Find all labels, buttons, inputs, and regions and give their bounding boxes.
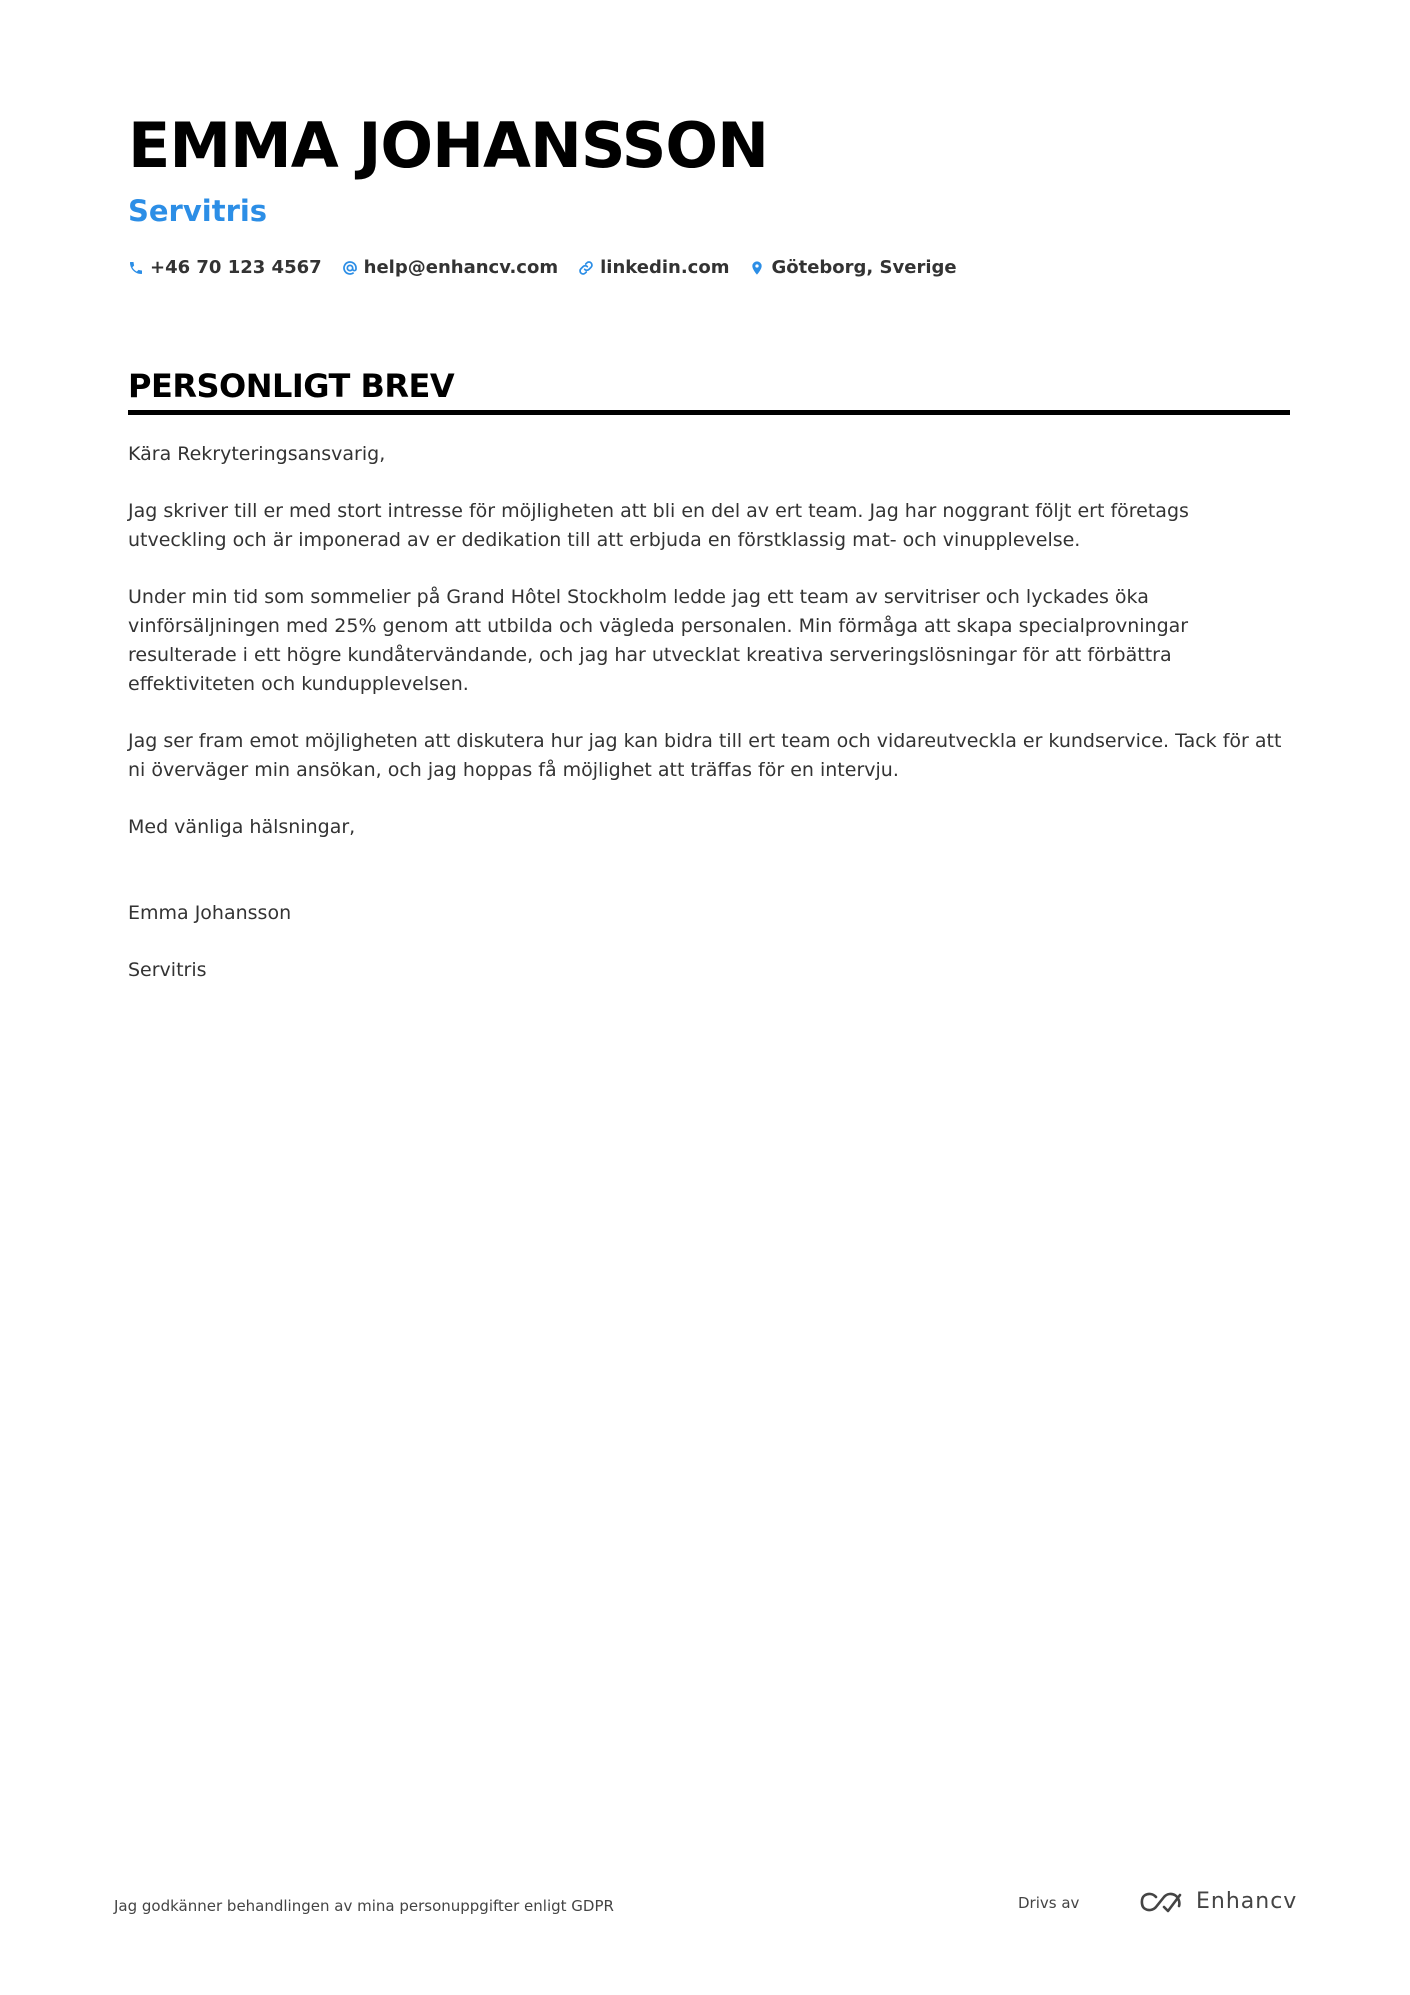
phone-icon <box>128 260 144 276</box>
contact-email[interactable] <box>342 254 558 282</box>
contact-bar <box>128 254 977 282</box>
contact-email-text[interactable]: help@enhancv.com <box>363 257 559 278</box>
link-icon <box>578 260 594 276</box>
location-pin-icon <box>749 259 765 277</box>
letter-greeting: Kära Rekryteringsansvarig, <box>128 443 386 465</box>
section-title: PERSONLIGT BREV <box>128 367 455 405</box>
contact-phone-text: +46 70 123 4567 <box>150 257 322 278</box>
contact-phone <box>128 254 322 282</box>
letter-paragraph-1: Jag skriver till er med stort intresse för möjligheten att bli en del av ert team. Jag har noggrant följt ert företags utveckling och är imponerad av er dedikation till att erbjuda en förstklassig mat- och vinupplevelse. <box>128 500 1189 551</box>
enhancv-logo[interactable] <box>1138 1887 1297 1917</box>
enhancv-logo-icon <box>1138 1889 1184 1915</box>
letter-body <box>128 440 1290 1013</box>
letter-paragraph-3: Jag ser fram emot möjligheten att diskutera hur jag kan bidra till ert team och vidareutveckla er kundservice. Tack för att ni överväger min ansökan, och jag hoppas få möjlighet att träffas för en intervju. <box>128 730 1282 781</box>
gdpr-consent-text: Jag godkänner behandlingen av mina personuppgifter enligt GDPR <box>114 1897 614 1915</box>
at-icon <box>342 260 358 276</box>
contact-linkedin-text[interactable]: linkedin.com <box>600 257 730 278</box>
section-divider <box>128 410 1290 415</box>
contact-location-text: Göteborg, Sverige <box>771 257 957 278</box>
signature-title: Servitris <box>128 959 207 981</box>
applicant-name: EMMA JOHANSSON <box>128 109 768 182</box>
letter-paragraph-2: Under min tid som sommelier på Grand Hôtel Stockholm ledde jag ett team av servitriser och lyckades öka vinförsäljningen med 25% genom att utbilda och vägleda personalen. Min förmåga att skapa specialprovningar resulterade i ett högre kundåtervändande, och jag har utvecklat kreativa serveringslösningar för att förbättra effektiviteten och kundupplevelsen. <box>128 586 1189 695</box>
powered-by-label: Drivs av <box>1018 1894 1080 1912</box>
signature-name: Emma Johansson <box>128 902 292 924</box>
letter-closing: Med vänliga hälsningar, <box>128 816 356 838</box>
contact-linkedin[interactable] <box>578 254 729 282</box>
applicant-role: Servitris <box>128 194 268 228</box>
enhancv-brand-text: Enhancv <box>1196 1889 1298 1914</box>
contact-location <box>749 254 956 282</box>
